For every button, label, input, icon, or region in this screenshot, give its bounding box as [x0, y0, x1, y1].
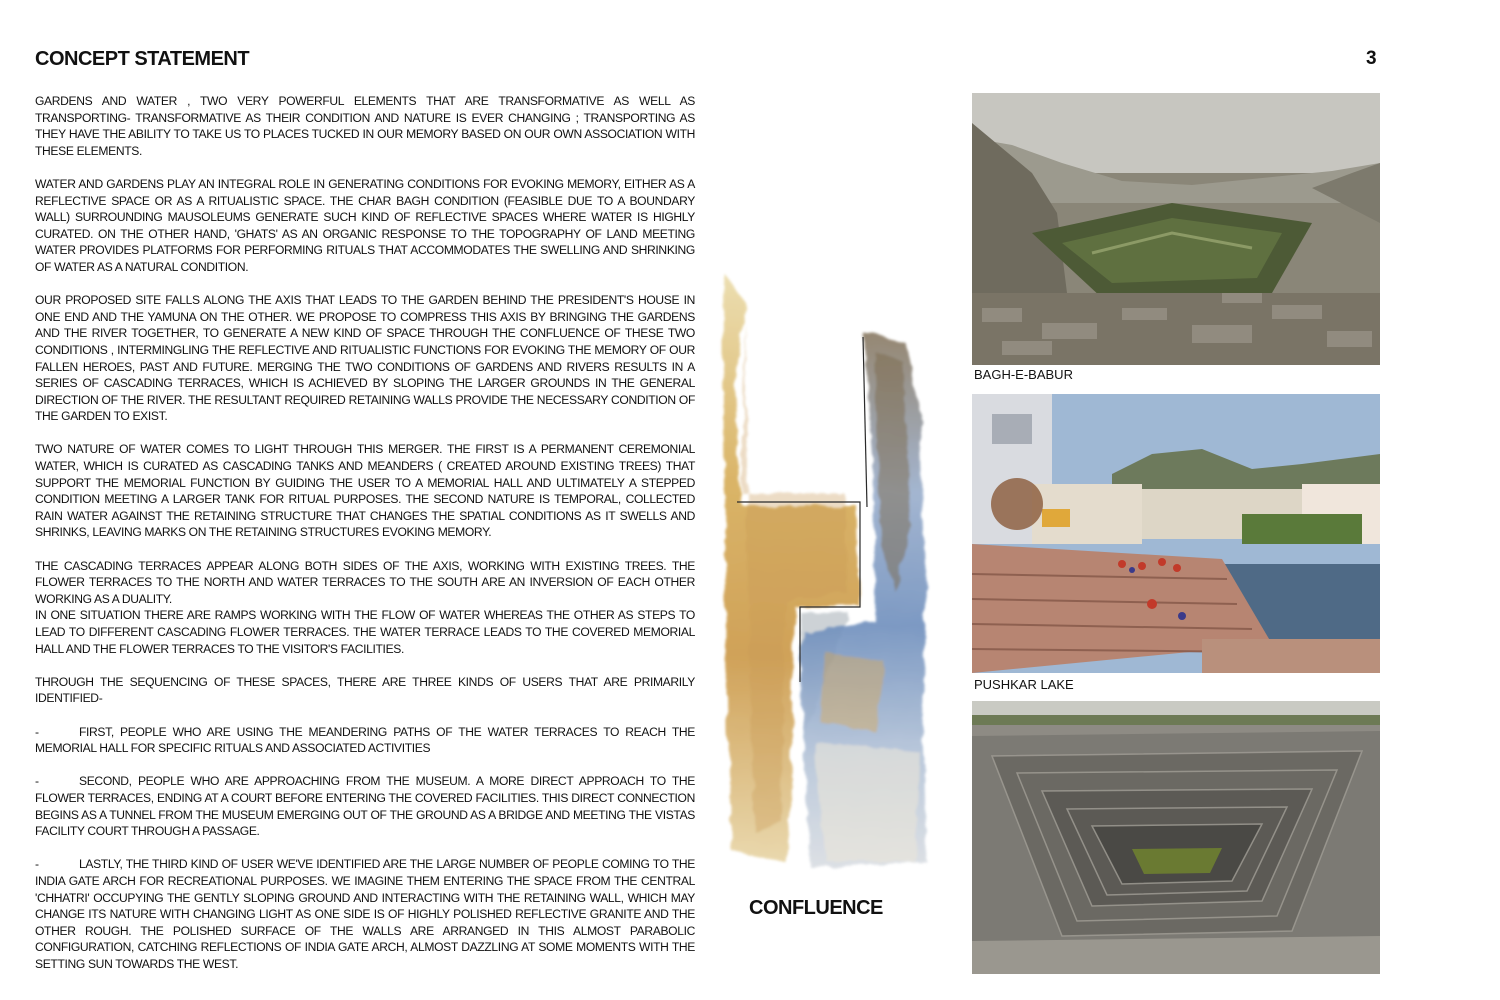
bullet-marker: -: [35, 857, 39, 872]
photo-pushkar-lake: [972, 394, 1380, 673]
page-title: CONCEPT STATEMENT: [35, 48, 250, 70]
photo-bagh-e-babur: [972, 93, 1380, 365]
page-number: 3: [1366, 48, 1377, 69]
bullet-marker: -: [35, 724, 39, 739]
bullet-text: LASTLY, THE THIRD KIND OF USER WE'VE IDENTIFIED ARE THE LARGE NUMBER OF PEOPLE COMING TO THE INDIA GATE ARCH FOR RECREATIONAL PURPOSES. WE IMAGINE THEM ENTERING THE SPACE FROM THE CENTRAL 'CHHATRI' OCCUPYING THE GENTLY SLOPING GROUND AND INTERACTING WITH THE RETAINING WALL, WHICH MAY CHANGE ITS NATURE WITH CHANGING LIGHT AS ONE SIDE IS OF HIGHLY POLISHED REFLECTIVE GRANITE AND THE OTHER ROUGH. THE POLISHED SURFACE OF THE WALLS ARE ARRANGED IN THIS ALMOST PARABOLIC CONFIGURATION, CATCHING REFLECTIONS OF INDIA GATE ARCH, ALMOST DAZZLING AT SOME MOMENTS WITH THE SETTING SUN TOWARDS THE WEST.: [35, 857, 695, 971]
bullet-item: [35, 773, 695, 839]
paragraph: IN ONE SITUATION THERE ARE RAMPS WORKING WITH THE FLOW OF WATER WHEREAS THE OTHER AS STEPS TO LEAD TO DIFFERENT CASCADING FLOWER TERRACES. THE WATER TERRACE LEADS TO THE COVERED MEMORIAL HALL AND THE FLOWER TERRACES TO THE VISITOR'S FACILITIES.: [35, 608, 695, 656]
paragraph: TWO NATURE OF WATER COMES TO LIGHT THROUGH THIS MERGER. THE FIRST IS A PERMANENT CEREMONIAL WATER, WHICH IS CURATED AS CASCADING TANKS AND MEANDERS ( CREATED AROUND EXISTING TREES) THAT SUPPORT THE MEMORIAL FUNCTION BY GUIDING THE USER TO A MEMORIAL HALL AND ULTIMATELY A STEPPED CONDITION MEETING A LARGER TANK FOR RITUAL PURPOSES. THE SECOND NATURE IS TEMPORAL, COLLECTED RAIN WATER AGAINST THE RETAINING STRUCTURE THAT CHANGES THE SPATIAL CONDITIONS AS IT SWELLS AND SHRINKS, LEAVING MARKS ON THE RETAINING STRUCTURES EVOKING MEMORY.: [35, 442, 695, 540]
bullet-text: FIRST, PEOPLE WHO ARE USING THE MEANDERING PATHS OF THE WATER TERRACES TO REACH THE MEMORIAL HALL FOR SPECIFIC RITUALS AND ASSOCIATED ACTIVITIES: [35, 724, 695, 756]
bullet-item: [35, 724, 695, 757]
confluence-label: CONFLUENCE: [749, 897, 883, 919]
confluence-watercolor: [715, 262, 935, 874]
concept-text: [35, 93, 695, 972]
bullet-text: SECOND, PEOPLE WHO ARE APPROACHING FROM THE MUSEUM. A MORE DIRECT APPROACH TO THE FLOWER TERRACES, ENDING AT A COURT BEFORE ENTERING THE COVERED FACILITIES. THIS DIRECT CONNECTION BEGINS AS A TUNNEL FROM THE MUSEUM EMERGING OUT OF THE GROUND AS A BRIDGE AND MEETING THE VISTAS FACILITY COURT THROUGH A PASSAGE.: [35, 774, 695, 839]
paragraph: OUR PROPOSED SITE FALLS ALONG THE AXIS THAT LEADS TO THE GARDEN BEHIND THE PRESIDENT'S HOUSE IN ONE END AND THE YAMUNA ON THE OTHER. WE PROPOSE TO COMPRESS THIS AXIS BY BRINGING THE GARDENS AND THE RIVER TOGETHER, TO GENERATE A NEW KIND OF SPACE THROUGH THE CONFLUENCE OF THESE TWO CONDITIONS , INTERMINGLING THE REFLECTIVE AND RITUALISTIC FUNCTIONS FOR EVOKING THE MEMORY OF OUR FALLEN HEROES, PAST AND FUTURE. MERGING THE TWO CONDITIONS OF GARDENS AND RIVERS RESULTS IN A SERIES OF CASCADING TERRACES, WHICH IS ACHIEVED BY SLOPING THE LARGER GROUNDS IN THE GENERAL DIRECTION OF THE RIVER. THE RESULTANT REQUIRED RETAINING WALLS PROVIDE THE NECESSARY CONDITION OF THE GARDEN TO EXIST.: [35, 293, 695, 424]
bullet-item: [35, 856, 695, 972]
paragraph: THROUGH THE SEQUENCING OF THESE SPACES, THERE ARE THREE KINDS OF USERS THAT ARE PRIMARILY IDENTIFIED-: [35, 674, 695, 706]
paragraph: WATER AND GARDENS PLAY AN INTEGRAL ROLE IN GENERATING CONDITIONS FOR EVOKING MEMORY, EITHER AS A REFLECTIVE SPACE OR AS A RITUALISTIC SPACE. THE CHAR BAGH CONDITION (FEASIBLE DUE TO A BOUNDARY WALL) SURROUNDING MAUSOLEUMS GENERATE SUCH KIND OF REFLECTIVE SPACES WHERE WATER IS HIGHLY CURATED. ON THE OTHER HAND, 'GHATS' AS AN ORGANIC RESPONSE TO THE TOPOGRAPHY OF LAND MEETING WATER PROVIDES PLATFORMS FOR PERFORMING RITUALS THAT ACCOMMODATES THE SWELLING AND SHRINKING OF WATER AS A NATURAL CONDITION.: [35, 176, 695, 274]
photo-stepwell: [972, 701, 1380, 974]
bullet-marker: -: [35, 774, 39, 789]
paragraph: GARDENS AND WATER , TWO VERY POWERFUL ELEMENTS THAT ARE TRANSFORMATIVE AS WELL AS TRANSPORTING- TRANSFORMATIVE AS THEIR CONDITION AND NATURE IS EVER CHANGING ; TRANSPORTING AS THEY HAVE THE ABILITY TO TAKE US TO PLACES TUCKED IN OUR MEMORY BASED ON OUR OWN ASSOCIATION WITH THESE ELEMENTS.: [35, 94, 695, 158]
caption-bagh-e-babur: BAGH-E-BABUR: [974, 367, 1073, 382]
caption-pushkar-lake: PUSHKAR LAKE: [974, 677, 1074, 692]
paragraph: THE CASCADING TERRACES APPEAR ALONG BOTH SIDES OF THE AXIS, WORKING WITH EXISTING TREES. THE FLOWER TERRACES TO THE NORTH AND WATER TERRACES TO THE SOUTH ARE AN INVERSION OF EACH OTHER WORKING AS A DUALITY.: [35, 558, 695, 606]
